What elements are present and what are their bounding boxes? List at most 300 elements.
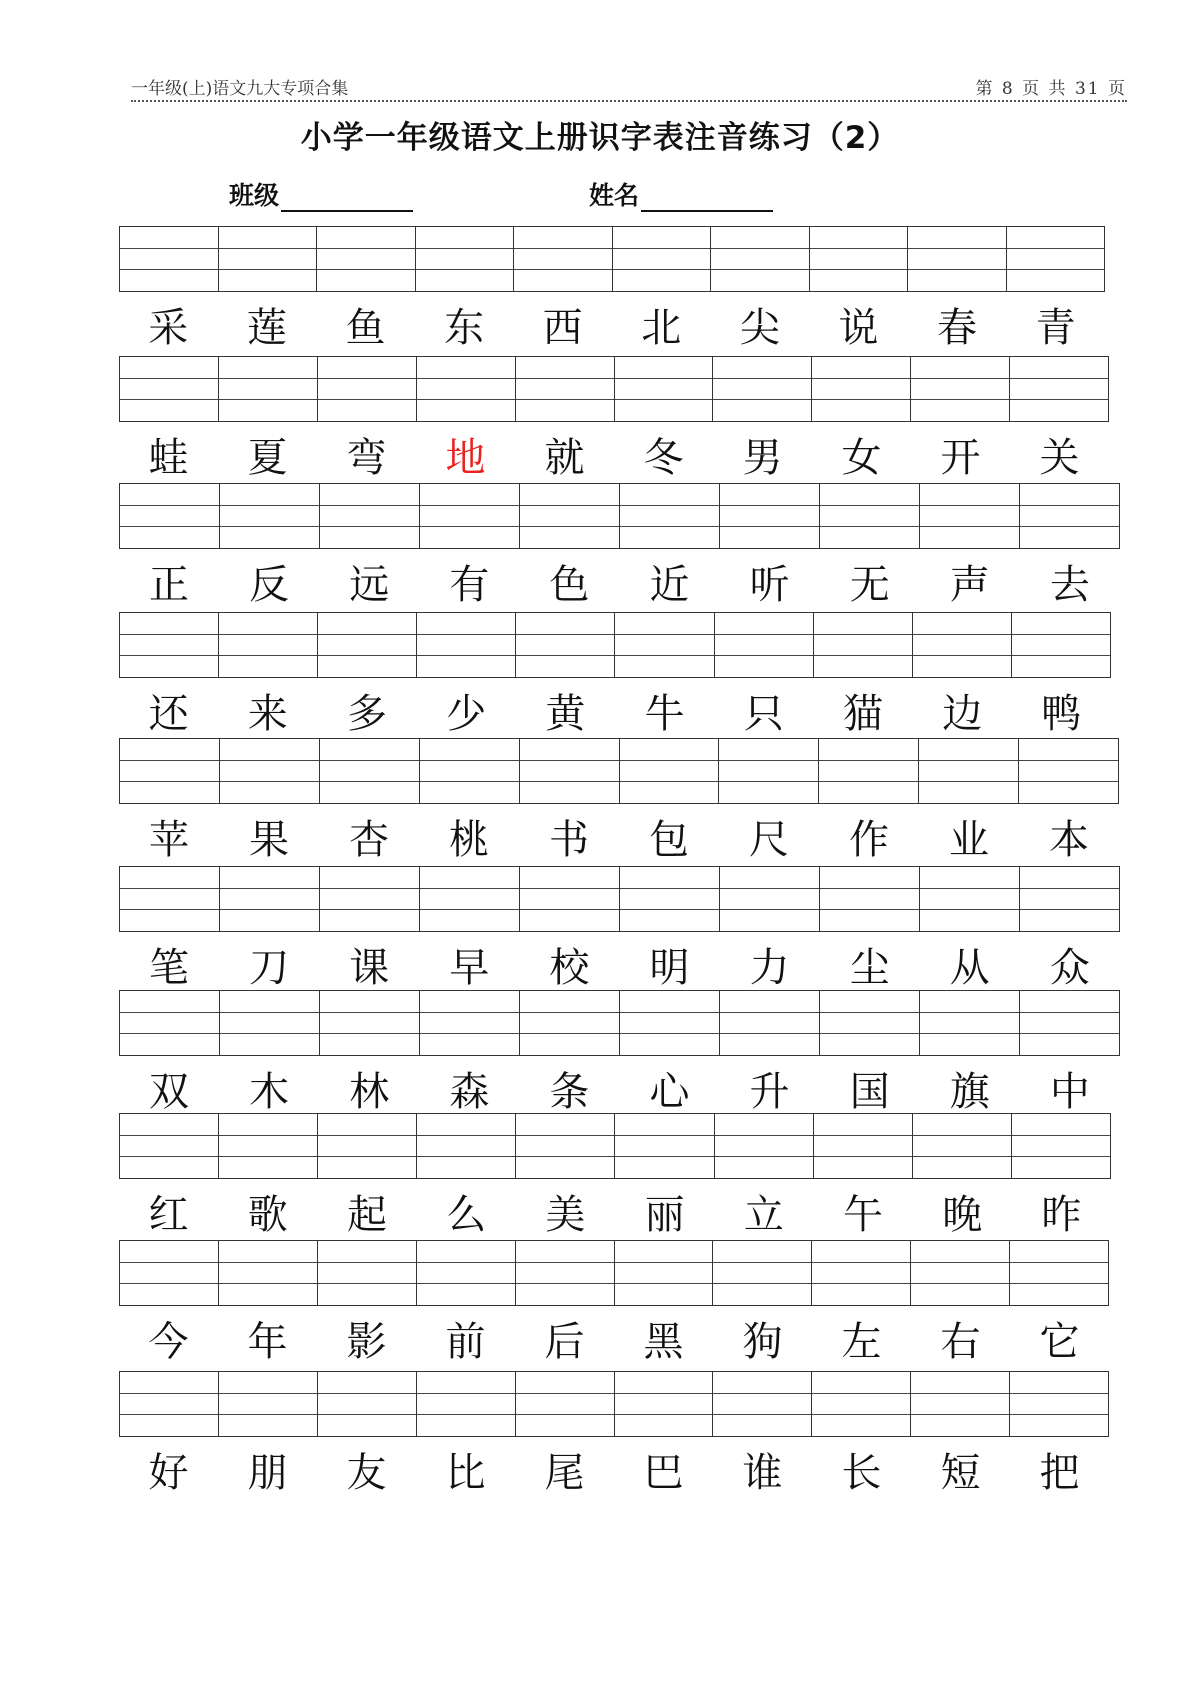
- hanzi-character: 力: [749, 945, 790, 991]
- hanzi-character: 左: [841, 1319, 882, 1365]
- writing-guide-line: [1020, 1012, 1119, 1013]
- practice-row-4: [119, 612, 1111, 742]
- character-row: [119, 557, 1120, 613]
- hanzi-character: 条: [549, 1069, 590, 1115]
- writing-guide-line: [812, 378, 910, 379]
- pinyin-cell[interactable]: [520, 484, 620, 548]
- pinyin-cell[interactable]: [820, 867, 920, 931]
- pinyin-cell[interactable]: [1019, 739, 1118, 803]
- pinyin-cell[interactable]: [420, 484, 520, 548]
- pinyin-cell[interactable]: [720, 867, 820, 931]
- name-field[interactable]: [589, 176, 773, 212]
- writing-guide-line: [220, 1033, 319, 1034]
- pinyin-cell[interactable]: [417, 1241, 516, 1305]
- pinyin-cell[interactable]: [613, 227, 712, 291]
- hanzi-character: 午: [843, 1192, 884, 1238]
- pinyin-cell[interactable]: [819, 739, 919, 803]
- hanzi-character: 男: [742, 435, 783, 481]
- pinyin-cell[interactable]: [516, 1372, 615, 1436]
- hanzi-character: 冬: [643, 435, 684, 481]
- hanzi-character: 心: [649, 1069, 690, 1115]
- pinyin-cell[interactable]: [120, 1114, 219, 1178]
- pinyin-cell[interactable]: [620, 484, 720, 548]
- hanzi-character: 春: [937, 305, 978, 351]
- writing-guide-line: [417, 655, 515, 656]
- writing-guide-line: [1010, 1283, 1108, 1284]
- pinyin-cell[interactable]: [320, 867, 420, 931]
- hanzi-character: 东: [444, 305, 485, 351]
- pinyin-cell[interactable]: [320, 484, 420, 548]
- writing-guide-line: [417, 1262, 515, 1263]
- pinyin-cell[interactable]: [318, 1114, 417, 1178]
- pinyin-cell[interactable]: [516, 1241, 615, 1305]
- pinyin-cell[interactable]: [814, 613, 913, 677]
- hanzi-character: 黑: [643, 1319, 684, 1365]
- writing-guide-line: [219, 378, 317, 379]
- pinyin-cell[interactable]: [1012, 1114, 1110, 1178]
- writing-guide-line: [814, 1135, 912, 1136]
- hanzi-character: 正: [149, 562, 190, 608]
- writing-guide-line: [812, 1414, 910, 1415]
- writing-guide-line: [320, 526, 419, 527]
- writing-guide-line: [120, 1414, 218, 1415]
- header-page-number: 第 8 页 共 31 页: [975, 79, 1127, 99]
- pinyin-cell[interactable]: [920, 867, 1020, 931]
- hanzi-character: 还: [148, 691, 189, 737]
- writing-guide-line: [615, 399, 713, 400]
- pinyin-cell[interactable]: [615, 1372, 714, 1436]
- pinyin-cell[interactable]: [420, 867, 520, 931]
- pinyin-cell[interactable]: [720, 991, 820, 1055]
- pinyin-cell[interactable]: [713, 1372, 812, 1436]
- writing-guide-line: [320, 1012, 419, 1013]
- writing-guide-line: [416, 248, 514, 249]
- hanzi-character: 前: [445, 1319, 486, 1365]
- writing-guide-line: [416, 269, 514, 270]
- pinyin-cell[interactable]: [615, 357, 714, 421]
- pinyin-cell[interactable]: [416, 227, 515, 291]
- pinyin-cell[interactable]: [514, 227, 613, 291]
- pinyin-cell[interactable]: [318, 357, 417, 421]
- pinyin-cell[interactable]: [420, 991, 520, 1055]
- writing-guide-line: [1020, 526, 1119, 527]
- writing-guide-line: [417, 399, 515, 400]
- writing-guide-line: [120, 888, 219, 889]
- practice-row-3: [119, 483, 1120, 613]
- pinyin-cell[interactable]: [219, 357, 318, 421]
- pinyin-cell[interactable]: [713, 357, 812, 421]
- writing-guide-line: [620, 909, 719, 910]
- writing-guide-line: [814, 634, 912, 635]
- writing-guide-line: [908, 269, 1006, 270]
- pinyin-cell[interactable]: [620, 739, 720, 803]
- writing-guide-line: [318, 1283, 416, 1284]
- writing-guide-line: [120, 781, 219, 782]
- pinyin-cell[interactable]: [220, 484, 320, 548]
- writing-guide-line: [615, 1262, 713, 1263]
- hanzi-character: 本: [1049, 817, 1089, 863]
- practice-row-9: [119, 1240, 1109, 1370]
- practice-row-5: [119, 738, 1119, 868]
- writing-guide-line: [219, 1393, 317, 1394]
- writing-guide-line: [516, 1156, 614, 1157]
- hanzi-character: 青: [1035, 305, 1076, 351]
- writing-guide-line: [320, 1033, 419, 1034]
- writing-guide-line: [1010, 1414, 1108, 1415]
- writing-guide-line: [1012, 655, 1110, 656]
- writing-guide-line: [516, 655, 614, 656]
- writing-guide-line: [713, 1262, 811, 1263]
- pinyin-cell[interactable]: [219, 1372, 318, 1436]
- writing-guide-line: [620, 1012, 719, 1013]
- writing-guide-line: [820, 1012, 919, 1013]
- pinyin-cell[interactable]: [812, 1241, 911, 1305]
- pinyin-cell[interactable]: [920, 484, 1020, 548]
- writing-guide-line: [820, 1033, 919, 1034]
- writing-guide-line: [120, 1393, 218, 1394]
- pinyin-cell[interactable]: [913, 613, 1012, 677]
- writing-guide-line: [514, 248, 612, 249]
- hanzi-character: 起: [347, 1192, 387, 1238]
- writing-guide-line: [219, 1283, 317, 1284]
- writing-guide-line: [715, 634, 813, 635]
- writing-guide-line: [615, 1283, 713, 1284]
- writing-guide-line: [220, 760, 319, 761]
- writing-guide-line: [820, 526, 919, 527]
- writing-guide-line: [120, 399, 218, 400]
- pinyin-grid[interactable]: [119, 483, 1120, 549]
- pinyin-grid[interactable]: [119, 1371, 1109, 1437]
- pinyin-cell[interactable]: [120, 867, 220, 931]
- pinyin-grid[interactable]: [119, 866, 1120, 932]
- pinyin-cell[interactable]: [911, 1241, 1010, 1305]
- hanzi-character: 众: [1049, 945, 1090, 991]
- writing-guide-line: [720, 909, 819, 910]
- pinyin-cell[interactable]: [220, 867, 320, 931]
- practice-row-2: [119, 356, 1109, 486]
- pinyin-cell[interactable]: [812, 357, 911, 421]
- writing-guide-line: [911, 1283, 1009, 1284]
- writing-guide-line: [615, 655, 713, 656]
- writing-guide-line: [219, 634, 317, 635]
- writing-guide-line: [1020, 1033, 1119, 1034]
- character-row: [119, 1314, 1109, 1370]
- pinyin-grid[interactable]: [119, 990, 1120, 1056]
- hanzi-character: 昨: [1041, 1192, 1082, 1238]
- pinyin-cell[interactable]: [715, 1114, 814, 1178]
- writing-guide-line: [913, 1156, 1011, 1157]
- writing-guide-line: [120, 1033, 219, 1034]
- hanzi-character: 谁: [742, 1450, 783, 1496]
- pinyin-cell[interactable]: [120, 613, 219, 677]
- writing-guide-line: [1020, 888, 1119, 889]
- writing-guide-line: [715, 655, 813, 656]
- pinyin-cell[interactable]: [120, 357, 219, 421]
- writing-guide-line: [913, 1135, 1011, 1136]
- writing-guide-line: [715, 1156, 813, 1157]
- pinyin-cell[interactable]: [1012, 613, 1110, 677]
- pinyin-cell[interactable]: [120, 484, 220, 548]
- class-blank[interactable]: [281, 184, 413, 212]
- pinyin-cell[interactable]: [911, 1372, 1010, 1436]
- pinyin-cell[interactable]: [713, 1241, 812, 1305]
- writing-guide-line: [911, 378, 1009, 379]
- writing-guide-line: [919, 781, 1018, 782]
- writing-guide-line: [520, 505, 619, 506]
- pinyin-cell[interactable]: [219, 1241, 318, 1305]
- hanzi-character: 北: [641, 305, 682, 351]
- pinyin-cell[interactable]: [520, 991, 620, 1055]
- header-book-title: 一年级(上)语文九大专项合集: [131, 79, 349, 99]
- writing-guide-line: [620, 526, 719, 527]
- pinyin-cell[interactable]: [719, 739, 819, 803]
- pinyin-cell[interactable]: [220, 739, 320, 803]
- pinyin-cell[interactable]: [317, 227, 416, 291]
- hanzi-character: 歌: [247, 1192, 288, 1238]
- hanzi-character: 苹: [149, 817, 189, 863]
- hanzi-character: 森: [449, 1069, 490, 1115]
- writing-guide-line: [812, 1393, 910, 1394]
- pinyin-grid[interactable]: [119, 226, 1105, 292]
- writing-guide-line: [516, 378, 614, 379]
- hanzi-character: 采: [148, 305, 189, 351]
- writing-guide-line: [420, 526, 519, 527]
- writing-guide-line: [812, 1283, 910, 1284]
- pinyin-cell[interactable]: [516, 1114, 615, 1178]
- hanzi-character: 年: [247, 1319, 288, 1365]
- writing-guide-line: [520, 1012, 619, 1013]
- pinyin-cell[interactable]: [620, 991, 720, 1055]
- pinyin-cell[interactable]: [908, 227, 1007, 291]
- pinyin-grid[interactable]: [119, 738, 1119, 804]
- practice-row-7: [119, 990, 1120, 1120]
- writing-guide-line: [913, 634, 1011, 635]
- writing-guide-line: [1019, 781, 1118, 782]
- writing-guide-line: [613, 248, 711, 249]
- hanzi-character: 么: [446, 1192, 487, 1238]
- writing-guide-line: [120, 1283, 218, 1284]
- writing-guide-line: [719, 781, 818, 782]
- writing-guide-line: [120, 634, 218, 635]
- writing-guide-line: [417, 1283, 515, 1284]
- pinyin-grid[interactable]: [119, 612, 1111, 678]
- hanzi-character: 桃: [449, 817, 489, 863]
- hanzi-character: 鱼: [345, 305, 386, 351]
- writing-guide-line: [516, 1135, 614, 1136]
- character-row: [119, 430, 1109, 486]
- writing-guide-line: [812, 1262, 910, 1263]
- pinyin-grid[interactable]: [119, 1240, 1109, 1306]
- pinyin-cell[interactable]: [318, 1241, 417, 1305]
- hanzi-character: 近: [649, 562, 690, 608]
- pinyin-cell[interactable]: [219, 227, 318, 291]
- pinyin-cell[interactable]: [810, 227, 909, 291]
- pinyin-cell[interactable]: [320, 991, 420, 1055]
- pinyin-cell[interactable]: [318, 1372, 417, 1436]
- pinyin-cell[interactable]: [120, 739, 220, 803]
- class-field[interactable]: [229, 176, 413, 212]
- page-header: [131, 74, 1127, 102]
- writing-guide-line: [620, 781, 719, 782]
- writing-guide-line: [1007, 248, 1105, 249]
- hanzi-character: 早: [449, 945, 490, 991]
- hanzi-character: 后: [544, 1319, 585, 1365]
- pinyin-cell[interactable]: [1010, 1241, 1108, 1305]
- writing-guide-line: [920, 888, 1019, 889]
- writing-guide-line: [318, 378, 416, 379]
- pinyin-cell[interactable]: [417, 357, 516, 421]
- writing-guide-line: [820, 888, 919, 889]
- pinyin-cell[interactable]: [120, 991, 220, 1055]
- pinyin-cell[interactable]: [1020, 484, 1119, 548]
- writing-guide-line: [820, 505, 919, 506]
- pinyin-cell[interactable]: [417, 1114, 516, 1178]
- hanzi-character: 国: [849, 1069, 890, 1115]
- hanzi-character: 狗: [742, 1319, 783, 1365]
- pinyin-cell[interactable]: [1020, 867, 1119, 931]
- hanzi-character: 就: [544, 435, 585, 481]
- writing-guide-line: [814, 1156, 912, 1157]
- hanzi-character: 长: [841, 1450, 882, 1496]
- writing-guide-line: [120, 760, 219, 761]
- hanzi-character: 黄: [545, 691, 586, 737]
- writing-guide-line: [220, 1012, 319, 1013]
- writing-guide-line: [620, 505, 719, 506]
- writing-guide-line: [417, 1135, 515, 1136]
- pinyin-cell[interactable]: [814, 1114, 913, 1178]
- pinyin-cell[interactable]: [720, 484, 820, 548]
- pinyin-cell[interactable]: [615, 613, 714, 677]
- writing-guide-line: [220, 781, 319, 782]
- pinyin-cell[interactable]: [913, 1114, 1012, 1178]
- hanzi-character: 莲: [246, 305, 287, 351]
- writing-guide-line: [920, 526, 1019, 527]
- pinyin-cell[interactable]: [620, 867, 720, 931]
- pinyin-cell[interactable]: [1010, 1372, 1108, 1436]
- writing-guide-line: [720, 526, 819, 527]
- hanzi-character: 巴: [643, 1450, 684, 1496]
- pinyin-cell[interactable]: [120, 1241, 219, 1305]
- pinyin-cell[interactable]: [911, 357, 1010, 421]
- pinyin-cell[interactable]: [219, 1114, 318, 1178]
- character-row: [119, 686, 1111, 742]
- pinyin-cell[interactable]: [812, 1372, 911, 1436]
- writing-guide-line: [520, 781, 619, 782]
- hanzi-character: 中: [1049, 1069, 1090, 1115]
- writing-guide-line: [711, 248, 809, 249]
- hanzi-character: 鸭: [1041, 691, 1082, 737]
- name-blank[interactable]: [641, 184, 773, 212]
- hanzi-character: 来: [247, 691, 288, 737]
- writing-guide-line: [520, 909, 619, 910]
- pinyin-cell[interactable]: [520, 739, 620, 803]
- writing-guide-line: [120, 1135, 218, 1136]
- writing-guide-line: [420, 1033, 519, 1034]
- writing-guide-line: [810, 248, 908, 249]
- writing-guide-line: [520, 526, 619, 527]
- pinyin-cell[interactable]: [615, 1114, 714, 1178]
- pinyin-cell[interactable]: [120, 227, 219, 291]
- pinyin-cell[interactable]: [1007, 227, 1105, 291]
- hanzi-character: 尖: [739, 305, 780, 351]
- hanzi-character: 短: [940, 1450, 981, 1496]
- pinyin-cell[interactable]: [219, 613, 318, 677]
- pinyin-cell[interactable]: [1020, 991, 1119, 1055]
- writing-guide-line: [720, 1012, 819, 1013]
- pinyin-cell[interactable]: [417, 613, 516, 677]
- pinyin-cell[interactable]: [318, 613, 417, 677]
- writing-guide-line: [913, 655, 1011, 656]
- writing-guide-line: [219, 1262, 317, 1263]
- hanzi-character: 旗: [949, 1069, 990, 1115]
- writing-guide-line: [908, 248, 1006, 249]
- writing-guide-line: [719, 760, 818, 761]
- writing-guide-line: [317, 269, 415, 270]
- writing-guide-line: [120, 505, 219, 506]
- hanzi-character: 牛: [644, 691, 685, 737]
- pinyin-cell[interactable]: [516, 613, 615, 677]
- pinyin-cell[interactable]: [1010, 357, 1108, 421]
- hanzi-character: 升: [749, 1069, 790, 1115]
- pinyin-cell[interactable]: [715, 613, 814, 677]
- pinyin-cell[interactable]: [220, 991, 320, 1055]
- practice-row-6: [119, 866, 1120, 996]
- pinyin-cell[interactable]: [820, 484, 920, 548]
- writing-guide-line: [520, 1033, 619, 1034]
- pinyin-cell[interactable]: [820, 991, 920, 1055]
- pinyin-cell[interactable]: [615, 1241, 714, 1305]
- pinyin-cell[interactable]: [320, 739, 420, 803]
- character-row: [119, 300, 1105, 356]
- writing-guide-line: [1012, 634, 1110, 635]
- writing-guide-line: [120, 378, 218, 379]
- character-row: [119, 1445, 1109, 1501]
- pinyin-grid[interactable]: [119, 356, 1109, 422]
- writing-guide-line: [1010, 1393, 1108, 1394]
- hanzi-character: 比: [445, 1450, 486, 1496]
- pinyin-grid[interactable]: [119, 1113, 1111, 1179]
- hanzi-character: 作: [849, 817, 889, 863]
- writing-guide-line: [720, 1033, 819, 1034]
- pinyin-cell[interactable]: [417, 1372, 516, 1436]
- hanzi-character: 夏: [247, 435, 288, 481]
- pinyin-cell[interactable]: [516, 357, 615, 421]
- pinyin-cell[interactable]: [920, 991, 1020, 1055]
- writing-guide-line: [318, 399, 416, 400]
- pinyin-cell[interactable]: [520, 867, 620, 931]
- writing-guide-line: [514, 269, 612, 270]
- writing-guide-line: [120, 269, 218, 270]
- writing-guide-line: [1007, 269, 1105, 270]
- writing-guide-line: [320, 760, 419, 761]
- writing-guide-line: [1010, 399, 1108, 400]
- pinyin-cell[interactable]: [420, 739, 520, 803]
- hanzi-character: 边: [942, 691, 983, 737]
- writing-guide-line: [814, 655, 912, 656]
- writing-guide-line: [615, 1393, 713, 1394]
- writing-guide-line: [819, 781, 918, 782]
- pinyin-cell[interactable]: [711, 227, 810, 291]
- writing-guide-line: [318, 1262, 416, 1263]
- writing-guide-line: [615, 1414, 713, 1415]
- pinyin-cell[interactable]: [919, 739, 1019, 803]
- writing-guide-line: [911, 1262, 1009, 1263]
- writing-guide-line: [320, 505, 419, 506]
- writing-guide-line: [219, 399, 317, 400]
- pinyin-cell[interactable]: [120, 1372, 219, 1436]
- hanzi-character: 只: [743, 691, 784, 737]
- writing-guide-line: [318, 1414, 416, 1415]
